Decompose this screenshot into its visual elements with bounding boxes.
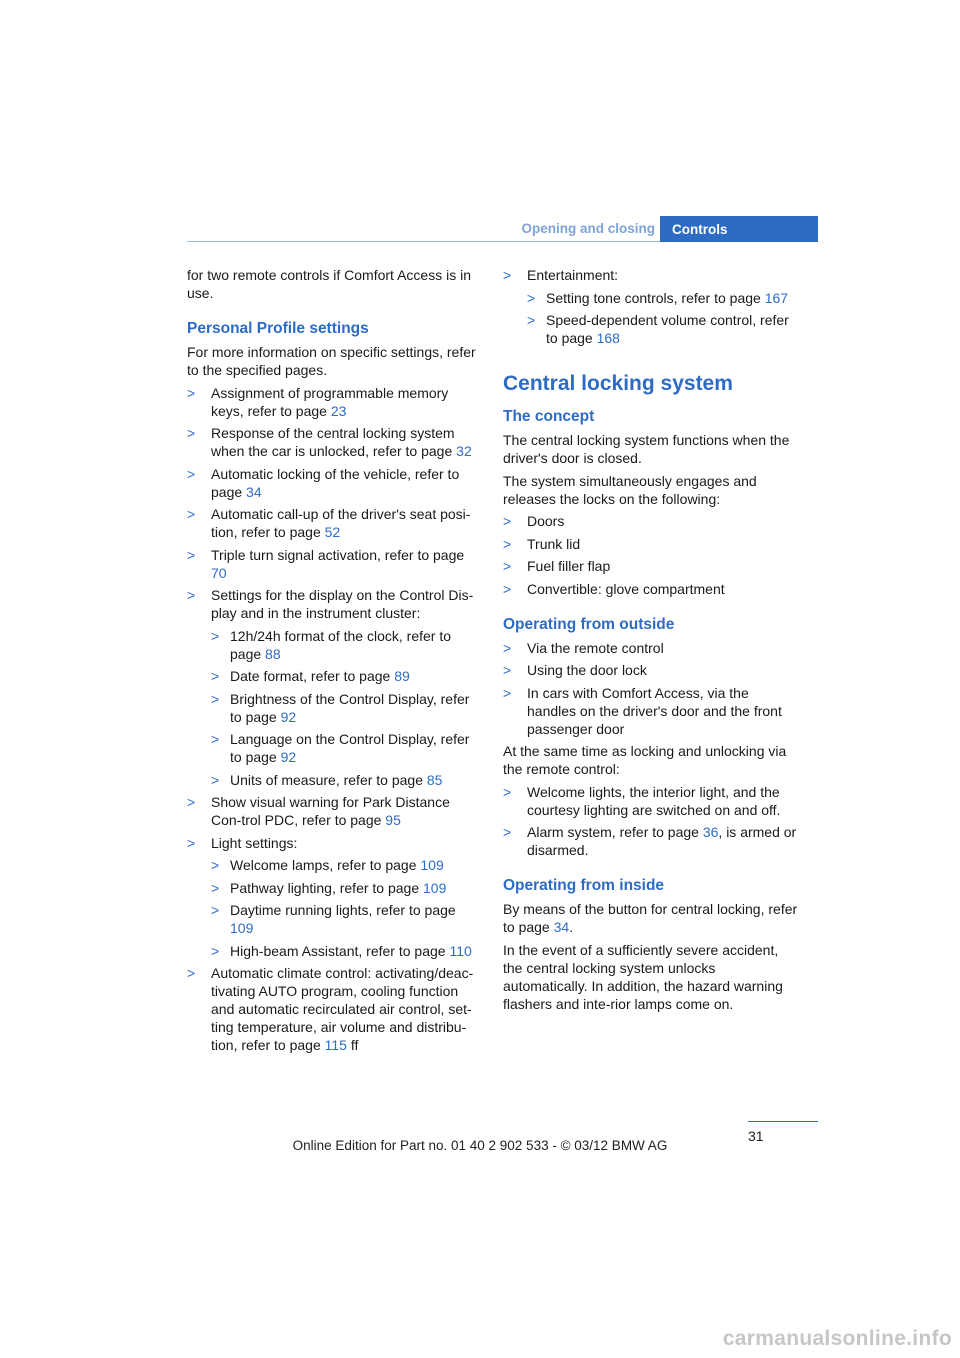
concept-paragraph: The system simultaneously engages and releases the locks on the following: [503,472,757,507]
bullet-icon: > [211,731,220,747]
bullet-icon: > [503,662,512,678]
sub-list-item: > Brightness of the Control Display, refer to page 92 [211,690,470,725]
bullet-icon: > [211,690,220,707]
bullet-icon: > [527,289,536,306]
bullet-icon: > [187,425,196,441]
list-item: > Entertainment: [503,267,619,283]
sub-list-item: > Language on the Control Display, refer to page 92 [211,731,470,765]
page-link[interactable]: 92 [280,708,297,725]
sub-list-item: > Pathway lighting, refer to page 109 [211,879,447,896]
page-link[interactable]: 168 [596,330,620,346]
concept-heading: The concept [503,408,595,425]
sub-list-item: > Units of measure, refer to page 85 [211,771,443,788]
bullet-icon: > [503,558,512,574]
list-item: > Show visual warning for Park Distance Con-trol PDC, refer to page 95 [187,794,450,828]
list-item: > Using the door lock [503,662,647,678]
outside-heading: Operating from outside [503,615,675,633]
footer-rule [748,1121,818,1122]
page-link[interactable]: 109 [230,920,254,936]
sub-list-item: > 12h/24h format of the clock, refer to page 88 [211,627,452,662]
intro-paragraph: for two remote controls if Comfort Access is in use. [187,267,471,301]
bullet-icon: > [187,794,196,810]
page-number: 31 [748,1128,764,1144]
inside-paragraph: In the event of a sufficiently severe accident, the central locking system unlocks automatically. In addition, the hazard warning flashers and inte-rior lamps come on. [503,941,783,1012]
sub-list-item: > Daytime running lights, refer to page 109 [211,902,456,936]
sub-list-item: > Setting tone controls, refer to page 167 [527,289,789,306]
page-link[interactable]: 85 [426,771,443,788]
list-item: > Alarm system, refer to page 36, is armed or disarmed. [503,824,797,858]
bullet-icon: > [187,384,196,401]
bullet-icon: > [503,824,512,840]
concept-paragraph: The central locking system functions when the driver's door is closed. [503,432,790,466]
list-item: > Via the remote control [503,639,664,656]
list-item: > Automatic climate control: activating/deac-tivating AUTO program, cooling function and automatic recirculated air control, set-ting temperature, air volume and distribu-tion, refer to page 115 ff [187,965,474,1053]
bullet-icon: > [503,783,512,800]
header-tab-label: Controls [672,222,728,237]
page-link[interactable]: 95 [385,812,401,828]
page-link[interactable]: 36 [702,824,719,840]
list-item: > Triple turn signal activation, refer to page 70 [187,546,465,581]
bullet-icon: > [187,834,196,851]
list-item: > In cars with Comfort Access, via the handles on the driver's door and the front passenger door [503,684,782,737]
page-link[interactable]: 167 [764,289,789,306]
bullet-icon: > [503,513,512,529]
page-link[interactable]: 34 [553,919,570,935]
page-link[interactable]: 115 [324,1037,347,1053]
page-link[interactable]: 23 [330,402,347,419]
sub-list-item: > Speed-dependent volume control, refer to page 168 [527,312,789,346]
header-section-title: Opening and closing [521,221,655,236]
page-link[interactable]: 92 [280,749,297,765]
outside-paragraph: At the same time as locking and unlocking via the remote control: [503,743,787,777]
inside-heading: Operating from inside [503,877,665,894]
bullet-icon: > [211,668,220,684]
list-item: > Welcome lights, the interior light, and the courtesy lighting are switched on and off. [503,783,781,818]
sub-list-item: > Welcome lamps, refer to page 109 [211,857,444,873]
page-link[interactable]: 109 [420,857,444,873]
bullet-icon: > [503,639,512,656]
left-column [187,266,482,1059]
central-locking-title: Central locking system [503,372,733,395]
bullet-icon: > [211,857,220,873]
bullet-icon: > [187,546,196,563]
inside-paragraph: By means of the button for central locking, refer to page 34. [503,901,798,935]
bullet-icon: > [211,771,220,788]
bullet-icon: > [187,965,196,981]
bullet-icon: > [211,627,220,644]
bullet-icon: > [211,902,220,918]
list-item: > Light settings: [187,834,298,851]
bullet-icon: > [527,312,536,328]
personal-profile-heading: Personal Profile settings [187,320,369,337]
list-item: > Trunk lid [503,535,581,552]
page-link[interactable]: 52 [324,524,341,540]
list-item: > Fuel filler flap [503,558,611,574]
bullet-icon: > [503,535,512,552]
bullet-icon: > [503,580,512,597]
bullet-icon: > [211,942,220,959]
list-item: > Assignment of programmable memory keys, refer to page 23 [187,384,449,419]
list-item: > Automatic locking of the vehicle, refer to page 34 [187,465,460,500]
right-column [503,266,798,1017]
bullet-icon: > [187,506,196,522]
header-tab-controls [660,216,818,242]
page-link[interactable]: 34 [246,483,262,500]
page-link[interactable]: 70 [211,564,227,581]
list-item: > Convertible: glove compartment [503,580,725,597]
bullet-icon: > [211,879,220,896]
sub-list-item: > High-beam Assistant, refer to page 110 [211,942,472,959]
page-link[interactable]: 110 [449,942,472,959]
bullet-icon: > [503,684,512,701]
watermark: carmanualsonline.info [722,1327,952,1350]
page-link[interactable]: 109 [423,879,447,896]
bullet-icon: > [187,465,196,482]
edition-note: Online Edition for Part no. 01 40 2 902 533 - © 03/12 BMW AG [292,1138,668,1153]
sub-list-item: > Date format, refer to page 89 [211,668,410,684]
list-item: > Doors [503,513,565,529]
page-link[interactable]: 32 [456,443,472,459]
bullet-icon: > [503,267,512,283]
list-item: > Response of the central locking system when the car is unlocked, refer to page 32 [187,425,472,459]
page-link[interactable]: 89 [394,668,410,684]
personal-profile-lead: For more information on specific settings, refer to the specified pages. [187,344,476,378]
list-item: > Settings for the display on the Control Dis-play and in the instrument cluster: [187,587,474,621]
page-link[interactable]: 88 [265,645,281,662]
bullet-icon: > [187,587,196,603]
list-item: > Automatic call-up of the driver's seat posi-tion, refer to page 52 [187,506,471,540]
